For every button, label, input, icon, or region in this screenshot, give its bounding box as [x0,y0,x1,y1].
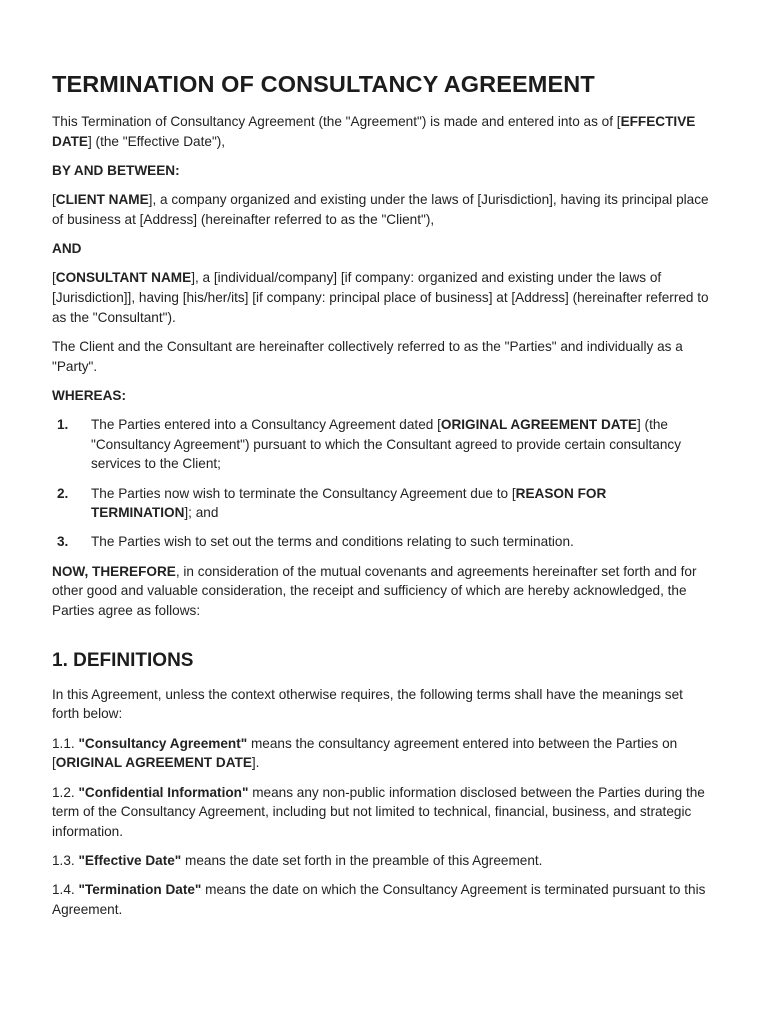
recital-item: 3. The Parties wish to set out the terms and conditions relating to such termination. [52,532,710,552]
and-label: AND [52,241,82,257]
definition-item: 1.1. "Consultancy Agreement" means the consultancy agreement entered into between the Parties on [ORIGINAL AGREEMENT DATE]. [52,735,678,771]
effective-date-placeholder: EFFECTIVE DATE [52,114,696,149]
recitals-list [52,415,710,552]
definition-term: "Effective Date" [78,853,182,869]
section-heading-definitions: 1. DEFINITIONS [52,649,194,671]
now-therefore-lead: NOW, THEREFORE [52,563,176,579]
by-and-between-label: BY AND BETWEEN: [52,162,180,178]
client-paragraph: [CLIENT NAME], a company organized and existing under the laws of [Jurisdiction], having its principal place of business at [Address] (hereinafter referred to as the "Client"), [52,192,709,227]
now-therefore-paragraph: NOW, THEREFORE, in consideration of the mutual covenants and agreements hereinafter set forth and for other good and valuable consideration, the receipt and sufficiency of which are hereby acknowledged, the Parties agree as follows: [52,563,697,619]
recital-item: 1. The Parties entered into a Consultancy Agreement dated [ORIGINAL AGREEMENT DATE] (the "Consultancy Agreement") pursuant to which the Consultant agreed to provide certain consultancy services to the Client; [57,416,681,472]
definition-item: 1.4. "Termination Date" means the date on which the Consultancy Agreement is terminated pursuant to this Agreement. [52,882,706,918]
client-name-placeholder: CLIENT NAME [55,192,149,208]
consultant-paragraph: [CONSULTANT NAME], a [individual/company] [if company: organized and existing under the laws of [Jurisdiction]], having [his/her/its] [if company: principal place of business] at [Address] (hereinafter referred to as the "Consultant"). [52,270,709,325]
definition-item: 1.2. "Confidential Information" means any non-public information disclosed between the Parties during the term of the Consultancy Agreement, including but not limited to technical, financial, business, and strategic information. [52,784,705,839]
original-agreement-date-placeholder: ORIGINAL AGREEMENT DATE [55,755,252,771]
reason-for-termination-placeholder: REASON FOR TERMINATION [91,485,607,521]
original-agreement-date-placeholder: ORIGINAL AGREEMENT DATE [440,416,637,432]
document-title: TERMINATION OF CONSULTANCY AGREEMENT [52,71,595,97]
parties-paragraph: The Client and the Consultant are hereinafter collectively referred to as the "Parties" and individually as a "Party". [52,338,683,374]
definition-term: "Termination Date" [78,882,202,898]
definition-item: 1.3. "Effective Date" means the date set forth in the preamble of this Agreement. [52,853,543,869]
recital-number: 3. [57,534,69,550]
intro-paragraph: This Termination of Consultancy Agreement (the "Agreement") is made and entered into as of [EFFECTIVE DATE] (the "Effective Date"), [52,114,696,149]
definitions-intro: In this Agreement, unless the context otherwise requires, the following terms shall have the meanings set forth below: [52,686,683,722]
recital-number: 2. [57,485,69,501]
consultant-name-placeholder: CONSULTANT NAME [55,270,192,286]
recital-number: 1. [57,416,69,432]
definition-term: "Confidential Information" [78,784,249,800]
recital-item: 2. The Parties now wish to terminate the Consultancy Agreement due to [REASON FOR TERMINATION]; and [57,485,607,521]
whereas-label: WHEREAS: [52,387,127,403]
definition-term: "Consultancy Agreement" [78,735,248,751]
